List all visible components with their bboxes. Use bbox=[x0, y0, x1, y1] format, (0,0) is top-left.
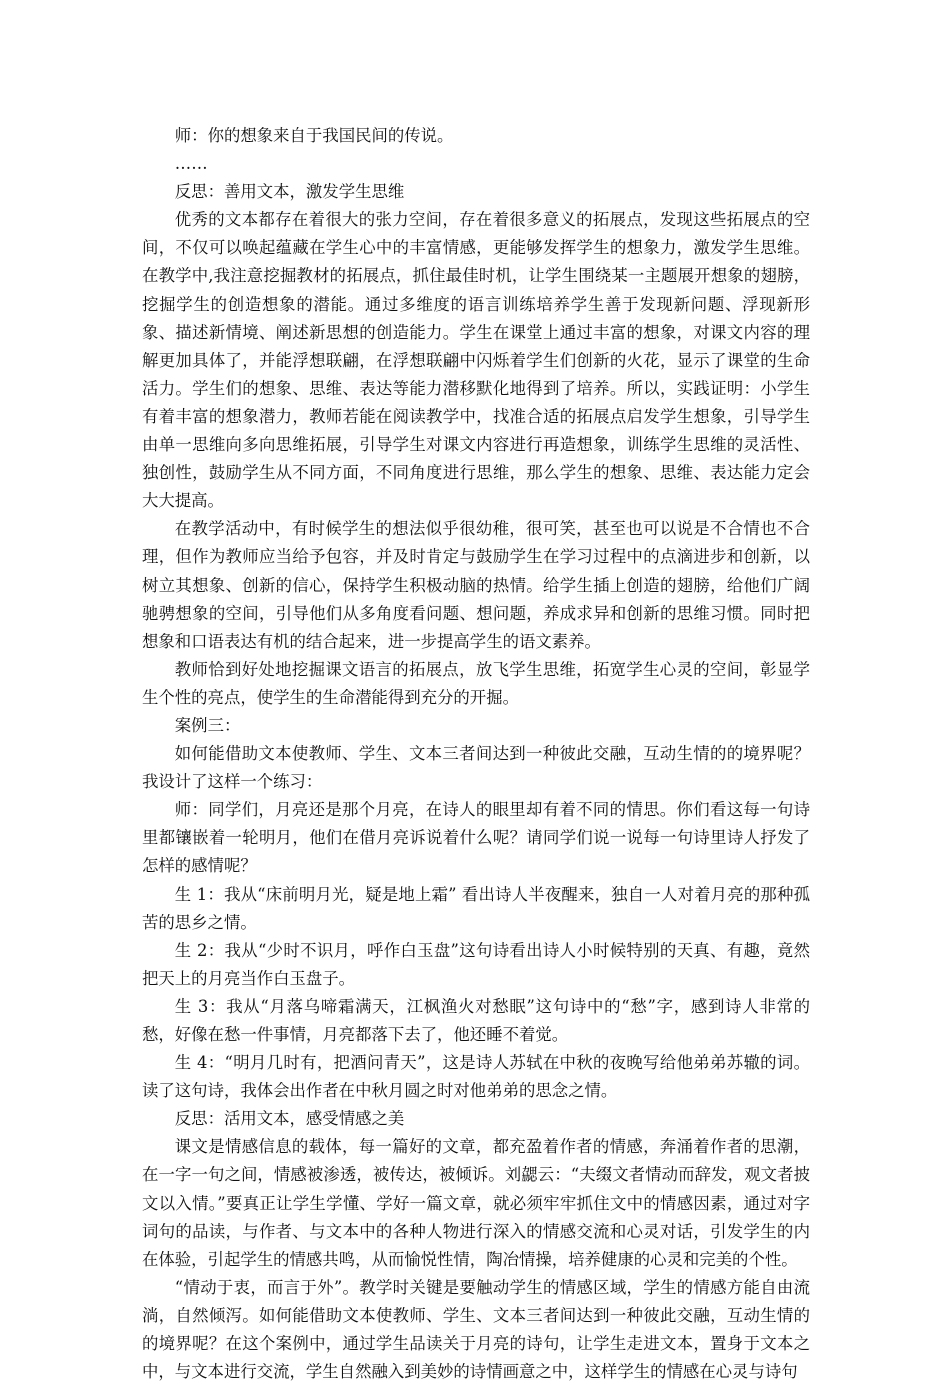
reflection-paragraph-1: 优秀的文本都存在着很大的张力空间，存在着很多意义的拓展点，发现这些拓展点的空间，不仅可以唤起蕴藏在学生心中的丰富情感，更能够发挥学生的想象力，激发学生思维。在教学中,我注意挖掘教材的拓展点，抓住最佳时机，让学生围绕某一主题展开想象的翅膀，挖掘学生的创造想象的潜能。通过多维度的语言训练培养学生善于发现新问题、浮现新形象、描述新情境、阐述新思想的创造能力。学生在课堂上通过丰富的想象，对课文内容的理解更加具体了，并能浮想联翩，在浮想联翩中闪烁着学生们创新的火花，显示了课堂的生命活力。学生们的想象、思维、表达等能力潜移默化地得到了培养。所以，实践证明：小学生有着丰富的想象潜力，教师若能在阅读教学中，找准合适的拓展点启发学生想象，引导学生由单一思维向多向思维拓展，引导学生对课文内容进行再造想象，训练学生思维的灵活性、独创性，鼓励学生从不同方面，不同角度进行思维，那么学生的想象、思维、表达能力定会大大提高。 bbox=[142, 210, 810, 511]
emotion-paragraph-1: 课文是情感信息的载体，每一篇好的文章，都充盈着作者的情感，奔涌着作者的思潮，在一字一句之间，情感被渗透，被传达，被倾诉。刘勰云：“夫缀文者情动而辞发，观文者披文以入情。”要真正让学生学懂、学好一篇文章，就必须牢牢抓住文中的情感因素，通过对字词句的品读，与作者、与文本中的各种人物进行深入的情感交流和心灵对话，引发学生的内在体验，引起学生的情感共鸣，从而愉悦性情，陶冶情操，培养健康的心灵和完美的个性。 bbox=[142, 1137, 810, 1269]
reflection-heading-2: 反思：活用文本，感受情感之美 bbox=[174, 1109, 405, 1129]
document-body bbox=[142, 122, 810, 1386]
reflection-paragraph-2: 在教学活动中，有时候学生的想法似乎很幼稚，很可笑，甚至也可以说是不合情也不合理，但作为教师应当给予包容，并及时肯定与鼓励学生在学习过程中的点滴进步和创新，以树立其想象、创新的信心，保持学生积极动脑的热情。给学生插上创造的翅膀，给他们广阔驰骋想象的空间，引导他们从多角度看问题、想问题，养成求异和创新的思维习惯。同时把想象和口语表达有机的结合起来，进一步提高学生的语文素养。 bbox=[142, 519, 810, 651]
teacher-question-paragraph: 师：同学们，月亮还是那个月亮，在诗人的眼里却有着不同的情思。你们看这每一句诗里都镶嵌着一轮明月，他们在借月亮诉说着什么呢？请同学们说一说每一句诗里诗人抒发了怎样的感情呢？ bbox=[142, 800, 810, 876]
reflection-paragraph-3: 教师恰到好处地挖掘课文语言的拓展点，放飞学生思维，拓宽学生心灵的空间，彰显学生个性的亮点，使学生的生命潜能得到充分的开掘。 bbox=[142, 659, 810, 707]
student-2-answer: 生 2：我从“少时不识月，呼作白玉盘”这句诗看出诗人小时候特别的天真、有趣，竟然把天上的月亮当作白玉盘子。 bbox=[142, 940, 810, 988]
emotion-paragraph-2: “情动于衷，而言于外”。教学时关键是要触动学生的情感区域，学生的情感方能自由流淌，自然倾泻。如何能借助文本使教师、学生、文本三者间达到一种彼此交融，互动生情的的境界呢？在这个案例中，通过学生品读关于月亮的诗句，让学生走进文本，置身于文本之中，与文本进行交流，学生自然融入到美妙的诗情画意之中，这样学生的情感在心灵与诗句 bbox=[142, 1277, 810, 1382]
student-3-answer: 生 3：我从“月落乌啼霜满天，江枫渔火对愁眠”这句诗中的“愁”字，感到诗人非常的愁，好像在愁一件事情，月亮都落下去了，他还睡不着觉。 bbox=[142, 996, 810, 1044]
student-1-answer: 生 1：我从“床前明月光，疑是地上霜” 看出诗人半夜醒来，独自一人对着月亮的那种孤苦的思乡之情。 bbox=[142, 884, 810, 932]
case-three-heading: 案例三： bbox=[174, 715, 241, 735]
student-4-answer: 生 4：“明月几时有，把酒问青天”，这是诗人苏轼在中秋的夜晚写给他弟弟苏辙的词。读了这句诗，我体会出作者在中秋月圆之时对他弟弟的思念之情。 bbox=[142, 1053, 810, 1101]
reflection-heading-1: 反思：善用文本，激发学生思维 bbox=[174, 182, 405, 202]
ellipsis-paragraph: …… bbox=[174, 154, 208, 174]
case-three-intro: 如何能借助文本使教师、学生、文本三者间达到一种彼此交融，互动生情的的境界呢？我设计了这样一个练习： bbox=[142, 744, 810, 792]
teacher-remark-paragraph: 师：你的想象来自于我国民间的传说。 bbox=[174, 126, 454, 145]
